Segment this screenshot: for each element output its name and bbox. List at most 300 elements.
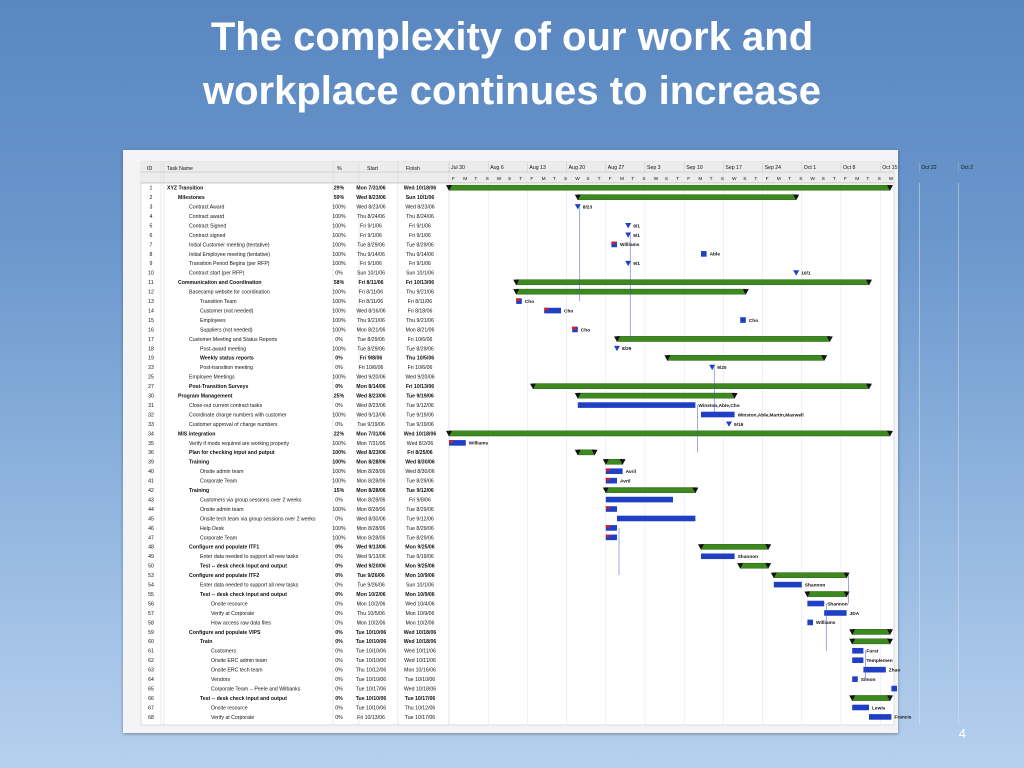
- task-name: Onsite admin team: [200, 506, 244, 513]
- resource-label: Avril: [620, 479, 631, 485]
- task-name: XYZ Transition: [167, 185, 204, 192]
- task-name: Customers: [211, 648, 237, 655]
- day-letter: F: [530, 177, 534, 182]
- task-finish: Tue 8/29/06: [406, 535, 434, 542]
- task-id: 49: [148, 554, 154, 561]
- task-id: 8: [149, 251, 153, 258]
- slide-title: [0, 10, 1024, 118]
- task-percent: 0%: [335, 714, 343, 721]
- task-percent: 0%: [335, 695, 343, 702]
- milestone-label: 8/23: [582, 205, 593, 211]
- task-finish: Fri 8/18/06: [407, 308, 433, 315]
- summary-bar: [449, 431, 890, 436]
- week-label: Oct 22: [921, 165, 937, 171]
- task-finish: Tue 10/10/06: [404, 677, 436, 683]
- day-letter: M: [855, 177, 860, 182]
- task-id: 59: [148, 629, 154, 636]
- task-bar: [774, 582, 802, 588]
- task-bar: [852, 676, 858, 682]
- task-finish: Tue 9/19/06: [406, 554, 434, 561]
- milestone-label: 9/1: [633, 224, 640, 230]
- task-finish: Mon 10/9/06: [405, 591, 435, 598]
- day-letter: S: [564, 177, 568, 182]
- slide-title-line-2: workplace continues to increase: [203, 69, 821, 113]
- task-start: Fri 8/11/06: [358, 289, 384, 296]
- task-bar-progress: [516, 298, 520, 301]
- task-finish: Wed 8/23/06: [405, 204, 435, 211]
- resource-label: JDA: [849, 611, 860, 617]
- task-start: Mon 7/31/06: [356, 431, 386, 438]
- task-finish: Tue 8/29/06: [406, 346, 434, 353]
- task-id: 48: [148, 544, 154, 551]
- resource-label: Cho: [524, 299, 535, 305]
- task-id: 14: [148, 308, 154, 315]
- task-id: 16: [148, 327, 154, 334]
- task-start: Mon 8/28/06: [356, 488, 386, 494]
- task-name: Employees: [200, 317, 226, 324]
- task-finish: Fri 9/1/06: [409, 261, 431, 268]
- task-bar: [863, 667, 885, 673]
- task-name: How access raw data files: [211, 620, 271, 627]
- week-label: Jul 30: [451, 165, 465, 171]
- task-percent: 100%: [332, 213, 346, 220]
- milestone-label: 9/1: [633, 233, 640, 239]
- header-finish: Finish: [406, 166, 420, 172]
- task-name: Corporate Team: [200, 535, 238, 542]
- task-finish: Fri 9/1/06: [409, 223, 431, 230]
- day-letter: T: [832, 177, 836, 182]
- task-start: Fri 10/13/06: [357, 714, 385, 721]
- task-start: Tue 10/10/06: [355, 648, 387, 655]
- day-letter: T: [519, 177, 523, 182]
- task-name: MIS integration: [178, 431, 216, 438]
- task-name: Onsite resource: [211, 705, 248, 712]
- day-letter: F: [608, 177, 612, 182]
- task-percent: 0%: [335, 573, 343, 580]
- day-letter: M: [620, 177, 624, 182]
- task-percent: 100%: [332, 525, 346, 532]
- task-name: Corporate Team: [200, 478, 238, 485]
- task-percent: 0%: [335, 582, 343, 589]
- task-name: Employee Meetings: [189, 374, 235, 381]
- task-percent: 0%: [335, 497, 343, 504]
- task-name: Transition Team: [200, 299, 237, 305]
- task-id: 67: [148, 705, 154, 712]
- resource-label: Shannon: [804, 583, 826, 589]
- task-name: Contract signed: [189, 232, 226, 239]
- task-bar-progress: [544, 308, 548, 311]
- task-id: 31: [148, 402, 154, 409]
- day-letter: T: [631, 177, 635, 182]
- task-start: Mon 10/2/06: [356, 601, 386, 608]
- task-id: 41: [148, 478, 154, 485]
- task-finish: Wed 10/18/06: [403, 431, 437, 438]
- task-id: 46: [148, 525, 154, 532]
- task-finish: Mon 10/16/06: [404, 667, 436, 674]
- task-id: 33: [148, 421, 154, 428]
- task-bar: [701, 412, 735, 418]
- task-percent: 100%: [332, 506, 346, 513]
- task-start: Mon 7/31/06: [356, 185, 386, 192]
- day-letter: T: [754, 177, 758, 182]
- task-bar: [740, 317, 746, 323]
- task-percent: 15%: [333, 488, 345, 494]
- resource-label: Zhao: [888, 668, 901, 674]
- task-name: Corporate Team -- Peele and Wilbanks: [211, 686, 301, 693]
- task-id: 19: [148, 355, 154, 362]
- task-name: Test -- desk check input and output: [200, 695, 287, 702]
- task-id: 1: [149, 185, 153, 192]
- task-name: Test -- desk check input and output: [200, 563, 287, 570]
- task-start: Fri 9/1/06: [360, 261, 382, 268]
- task-percent: 0%: [335, 336, 343, 343]
- task-start: Mon 8/28/06: [356, 478, 386, 485]
- task-id: 57: [148, 610, 154, 617]
- task-id: 12: [148, 289, 154, 296]
- task-finish: Tue 10/17/06: [404, 695, 436, 702]
- day-letter: T: [676, 177, 679, 182]
- day-letter: S: [799, 177, 803, 182]
- page-number: 4: [958, 726, 966, 741]
- summary-bar: [606, 488, 696, 493]
- resource-label: Williams: [468, 441, 489, 447]
- task-bar-progress: [606, 525, 610, 528]
- task-finish: Wed 9/20/06: [405, 374, 435, 381]
- day-letter: M: [541, 177, 546, 182]
- task-id: 25: [148, 374, 154, 381]
- task-id: 18: [148, 346, 154, 353]
- task-bar: [701, 251, 707, 257]
- task-id: 66: [148, 695, 154, 702]
- resource-label: Cho: [748, 318, 759, 324]
- task-finish: Tue 8/29/06: [406, 506, 434, 513]
- task-id: 55: [148, 591, 154, 598]
- task-name: Weekly status reports: [200, 355, 254, 362]
- task-percent: 0%: [335, 355, 343, 362]
- task-start: Wed 8/23/06: [356, 195, 386, 202]
- summary-bar: [516, 280, 869, 285]
- task-start: Mon 8/28/06: [356, 469, 386, 476]
- task-finish: Thu 9/21/06: [406, 289, 434, 296]
- task-percent: 100%: [332, 450, 346, 457]
- task-finish: Fri 10/6/06: [407, 365, 433, 372]
- task-bar: [852, 657, 863, 663]
- task-percent: 22%: [333, 431, 345, 438]
- header-start: Start: [367, 166, 378, 172]
- week-label: Oct 2: [960, 165, 974, 171]
- task-id: 11: [148, 280, 154, 287]
- task-bar: [617, 516, 695, 522]
- task-id: 10: [148, 270, 154, 277]
- task-name: Milestones: [178, 195, 205, 202]
- task-name: Test -- desk check input and output: [200, 591, 287, 598]
- task-percent: 100%: [332, 242, 346, 249]
- task-percent: 100%: [332, 308, 346, 315]
- task-percent: 100%: [332, 251, 346, 258]
- task-finish: Tue 8/29/06: [406, 525, 434, 532]
- task-name: Help Desk: [200, 525, 224, 532]
- task-name: Training: [189, 459, 210, 466]
- summary-bar: [578, 195, 796, 200]
- task-finish: Wed 10/18/06: [403, 185, 437, 192]
- task-percent: 100%: [332, 440, 346, 447]
- task-start: Tue 10/10/06: [355, 705, 387, 712]
- day-letter: S: [821, 177, 825, 182]
- week-label: Oct 8: [843, 165, 856, 171]
- task-percent: 0%: [335, 686, 343, 693]
- task-name: Customer approval of charge numbers: [189, 421, 278, 428]
- task-name: Configure and populate ITF1: [189, 544, 260, 551]
- resource-label: Williams: [816, 621, 836, 627]
- day-letter: W: [496, 177, 502, 182]
- task-finish: Mon 8/21/06: [405, 327, 435, 334]
- task-id: 2: [149, 195, 153, 202]
- task-finish: Wed 10/18/06: [403, 639, 437, 646]
- task-start: Tue 9/26/06: [357, 582, 385, 589]
- task-start: Wed 9/13/06: [356, 544, 386, 551]
- task-name: Verify if mods required are working properly: [189, 440, 290, 447]
- task-start: Mon 10/2/06: [356, 591, 386, 598]
- task-finish: Thu 9/14/06: [406, 251, 434, 258]
- task-id: 44: [148, 506, 154, 513]
- header-task-name: Task Name: [167, 166, 193, 172]
- task-bar-progress: [606, 468, 610, 471]
- day-letter: S: [720, 177, 725, 182]
- task-finish: Tue 9/19/06: [406, 393, 434, 400]
- day-letter: S: [586, 177, 590, 182]
- task-start: Mon 8/28/06: [356, 497, 386, 504]
- task-finish: Fri 8/11/06: [407, 299, 433, 305]
- task-percent: 58%: [333, 280, 345, 287]
- week-label: Oct 1: [803, 165, 817, 171]
- header-percent: %: [337, 166, 342, 172]
- task-finish: Thu 8/24/06: [406, 213, 434, 220]
- task-start: Thu 8/24/06: [357, 213, 385, 220]
- day-letter: F: [452, 177, 455, 182]
- task-id: 56: [148, 601, 154, 608]
- task-percent: 0%: [335, 629, 343, 636]
- summary-bar: [852, 629, 890, 634]
- task-start: Thu 9/21/06: [357, 317, 385, 324]
- task-percent: 59%: [333, 195, 345, 202]
- task-finish: Wed 10/18/06: [403, 686, 437, 693]
- task-start: Mon 8/28/06: [356, 525, 386, 532]
- task-name: Train: [200, 639, 213, 646]
- task-bar: [824, 610, 846, 616]
- task-start: Fri 10/6/06: [358, 365, 384, 372]
- task-start: Tue 10/10/06: [355, 639, 387, 646]
- task-id: 7: [149, 242, 153, 249]
- resource-label: Lewis: [872, 706, 886, 712]
- task-name: Contract award: [189, 213, 225, 220]
- task-name: Customers via group sessions over 2 weeks: [200, 497, 302, 504]
- task-finish: Wed 8/30/06: [405, 469, 435, 476]
- task-finish: Thu 9/21/06: [406, 317, 434, 324]
- task-percent: 0%: [335, 402, 343, 409]
- header-id: ID: [147, 166, 153, 172]
- task-id: 63: [148, 667, 154, 674]
- task-start: Mon 8/14/06: [356, 384, 386, 391]
- task-start: Tue 8/29/06: [357, 346, 385, 353]
- day-letter: F: [765, 177, 769, 182]
- task-percent: 0%: [335, 639, 343, 646]
- task-bar-progress: [449, 440, 453, 443]
- task-id: 54: [148, 582, 154, 589]
- task-start: Wed 9/13/06: [356, 554, 386, 561]
- task-id: 5: [149, 223, 153, 230]
- task-id: 45: [148, 516, 154, 523]
- task-name: Suppliers (not needed): [200, 327, 253, 334]
- task-id: 23: [148, 365, 154, 372]
- task-id: 17: [148, 336, 154, 343]
- summary-bar: [852, 695, 890, 700]
- task-finish: Mon 10/9/06: [405, 573, 435, 580]
- task-start: Fri 9/8/06: [359, 355, 383, 362]
- task-percent: 100%: [332, 478, 346, 485]
- task-id: 32: [148, 412, 154, 419]
- day-letter: W: [888, 177, 894, 182]
- task-name: Configure and populate VIPS: [189, 629, 261, 636]
- day-letter: M: [698, 177, 703, 182]
- task-start: Wed 9/20/06: [356, 563, 386, 570]
- task-name: Vendors: [211, 677, 231, 683]
- day-letter: S: [485, 177, 489, 182]
- task-start: Wed 9/13/06: [356, 412, 386, 419]
- task-percent: 100%: [332, 289, 346, 296]
- slide-title-line-1: The complexity of our work and: [210, 15, 814, 59]
- task-start: Tue 10/10/06: [355, 677, 387, 683]
- task-finish: Fri 10/13/06: [405, 280, 435, 287]
- task-id: 62: [148, 658, 154, 665]
- task-id: 61: [148, 648, 154, 655]
- task-name: Plan for checking input and putput: [189, 450, 275, 457]
- week-label: Sep 10: [686, 165, 703, 171]
- task-start: Mon 8/28/06: [356, 535, 386, 542]
- task-bar-progress: [572, 327, 576, 330]
- task-name: Onsite resource: [211, 601, 248, 608]
- summary-bar: [701, 544, 768, 549]
- task-finish: Sun 10/1/06: [405, 195, 435, 202]
- task-bar-progress: [611, 242, 615, 245]
- week-label: Aug 13: [529, 165, 546, 171]
- summary-bar: [807, 591, 846, 596]
- task-start: Tue 9/26/06: [357, 573, 385, 580]
- task-id: 47: [148, 535, 154, 542]
- task-start: Mon 8/21/06: [356, 327, 386, 334]
- task-percent: 100%: [332, 204, 346, 211]
- task-percent: 0%: [335, 516, 343, 523]
- task-start: Wed 8/30/06: [356, 516, 386, 523]
- day-letter: S: [743, 177, 747, 182]
- task-finish: Sun 10/1/06: [406, 270, 434, 277]
- task-id: 13: [148, 299, 154, 305]
- resource-label: Shannon: [737, 555, 759, 561]
- gantt-chart: [123, 150, 974, 733]
- day-letter: T: [474, 177, 478, 182]
- task-percent: 0%: [335, 601, 343, 608]
- summary-bar: [852, 639, 890, 644]
- task-percent: 100%: [332, 317, 346, 324]
- task-percent: 0%: [335, 667, 343, 674]
- summary-bar: [533, 384, 869, 389]
- resource-label: Simon: [860, 677, 876, 683]
- day-letter: W: [810, 177, 815, 182]
- day-letter: S: [642, 177, 646, 182]
- task-name: Onsite tech team via group sessions over 2 weeks: [200, 516, 316, 523]
- task-start: Mon 7/31/06: [356, 440, 386, 447]
- week-label: Aug 27: [607, 165, 625, 171]
- task-finish: Thu 10/5/06: [405, 355, 435, 362]
- task-id: 42: [148, 488, 154, 494]
- task-finish: Wed 10/18/06: [403, 629, 437, 636]
- task-bar: [701, 553, 735, 559]
- task-finish: Mon 9/25/06: [405, 563, 435, 570]
- task-bar: [891, 686, 897, 692]
- task-id: 36: [148, 450, 154, 457]
- summary-bar: [449, 185, 890, 190]
- task-name: Contract Award: [189, 204, 225, 211]
- task-id: 30: [148, 393, 154, 400]
- task-percent: 0%: [335, 421, 343, 428]
- task-start: Wed 8/23/06: [356, 450, 386, 457]
- task-start: Wed 8/16/06: [356, 308, 386, 315]
- task-start: Wed 8/23/06: [356, 402, 386, 409]
- day-letter: F: [687, 177, 691, 182]
- task-name: Post-transition meeting: [200, 365, 254, 372]
- task-id: 39: [148, 459, 154, 466]
- task-percent: 0%: [335, 620, 343, 627]
- task-finish: Tue 8/29/06: [406, 242, 434, 249]
- task-name: Onsite admin team: [200, 469, 244, 476]
- task-start: Thu 10/5/06: [357, 610, 385, 617]
- week-label: Sep 17: [725, 165, 742, 171]
- task-id: 3: [149, 204, 153, 211]
- task-percent: 0%: [335, 554, 343, 561]
- day-letter: T: [597, 177, 601, 182]
- task-bar-progress: [606, 535, 610, 538]
- task-finish: Wed 8/30/06: [405, 459, 435, 466]
- task-start: Mon 10/2/06: [356, 620, 386, 627]
- task-finish: Mon 10/2/06: [405, 620, 435, 627]
- day-letter: W: [575, 177, 580, 182]
- task-start: Thu 10/12/06: [355, 667, 387, 674]
- resource-label: Shannon: [827, 602, 848, 608]
- task-finish: Mon 10/9/06: [405, 610, 435, 617]
- task-finish: Fri 8/25/06: [407, 450, 433, 457]
- resource-label: Francis: [894, 715, 912, 721]
- task-percent: 100%: [332, 299, 346, 305]
- task-start: Tue 10/17/06: [355, 686, 387, 693]
- task-name: Enter data needed to support all new tasks: [200, 582, 299, 589]
- task-name: Configure and populate ITF2: [189, 573, 260, 580]
- resource-label: Furst: [866, 649, 879, 655]
- task-name: Post-Transition Surveys: [189, 384, 249, 391]
- task-percent: 0%: [335, 563, 343, 570]
- gantt-chart-screenshot: [123, 150, 974, 733]
- day-letter: W: [732, 177, 737, 182]
- task-percent: 0%: [335, 610, 343, 617]
- task-name: Training: [189, 488, 210, 494]
- milestone-label: 9/20: [717, 366, 727, 372]
- task-id: 15: [148, 317, 154, 324]
- task-percent: 100%: [332, 327, 346, 334]
- day-letter: M: [776, 177, 781, 182]
- task-percent: 100%: [332, 232, 346, 239]
- task-finish: Fri 9/1/06: [409, 232, 431, 239]
- resource-label: Cho: [580, 328, 591, 334]
- task-bar-progress: [606, 478, 610, 481]
- task-percent: 100%: [332, 535, 346, 542]
